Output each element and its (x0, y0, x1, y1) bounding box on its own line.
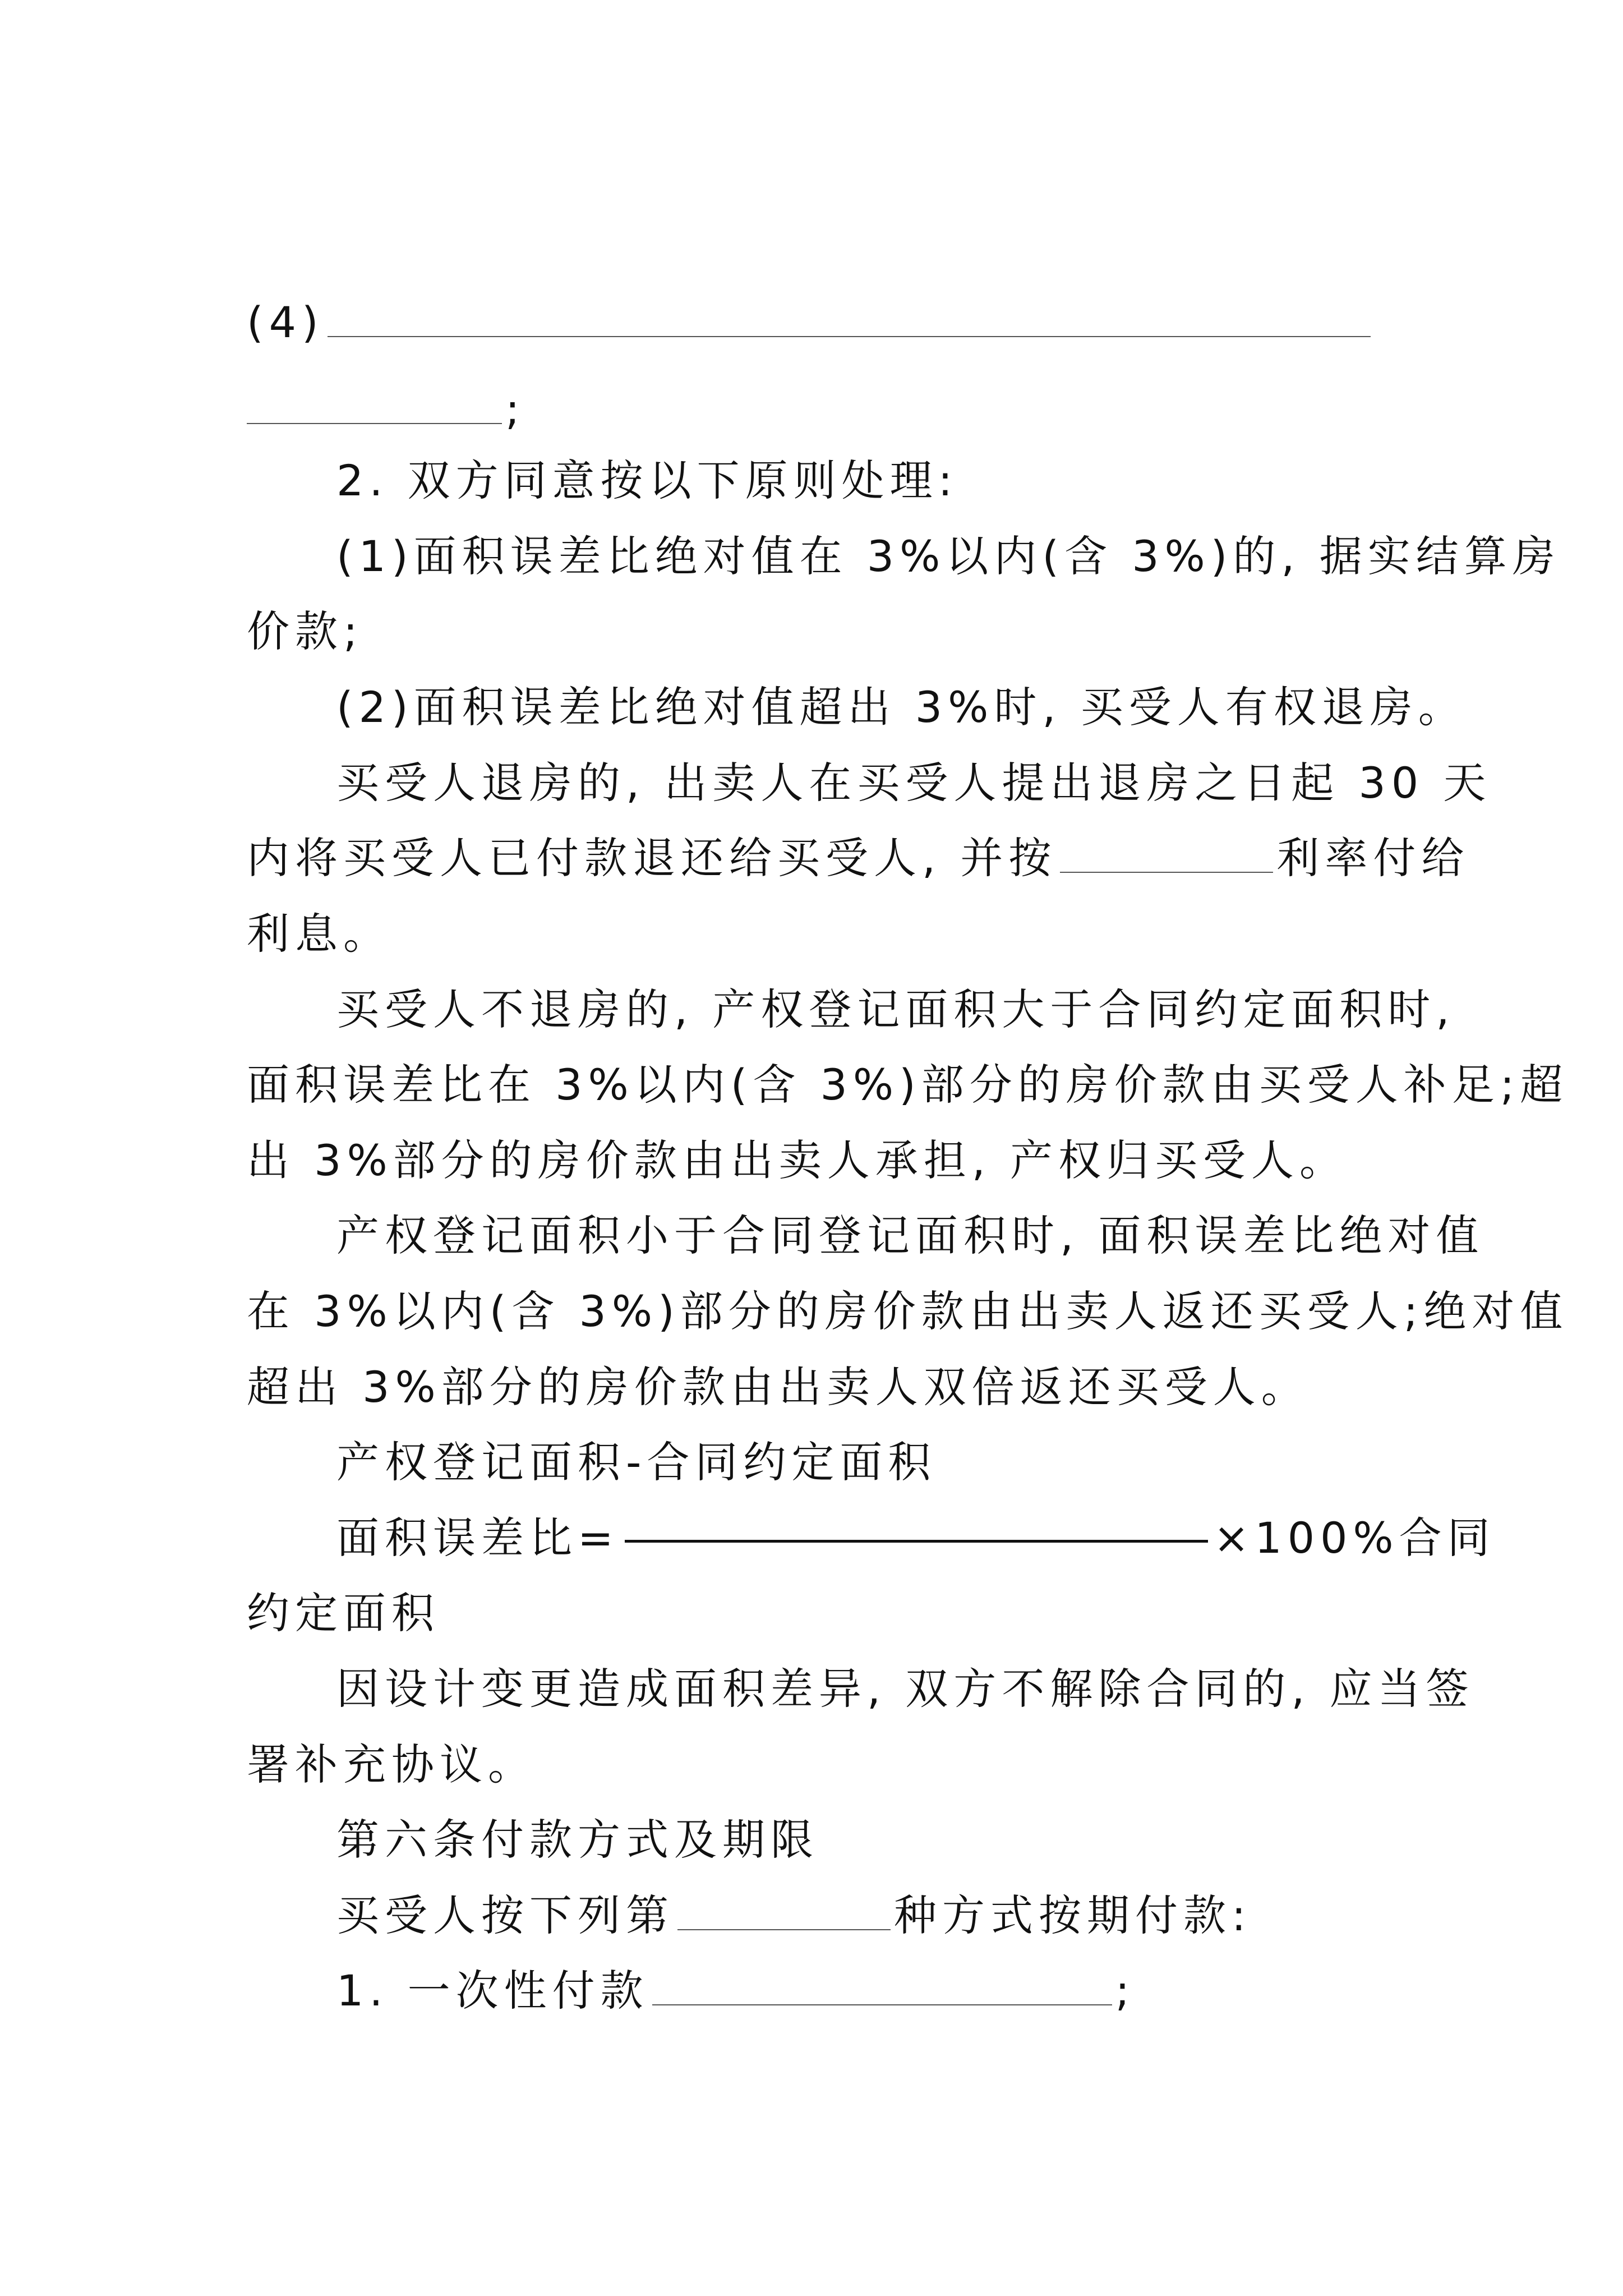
formula-lhs: 面积误差比= (336, 1513, 619, 1563)
article6-title: 第六条付款方式及期限 (336, 1815, 819, 1865)
interest-rate-blank[interactable] (1060, 832, 1273, 873)
payment-method-line (336, 1882, 1252, 1949)
fraction-bar (625, 1540, 1208, 1543)
rule1-line1: (1)面积误差比绝对值在 3%以内(含 3%)的, 据实结算房 (336, 531, 1561, 581)
smaller-line3: 超出 3%部分的房价款由出卖人双倍返还买受人。 (247, 1362, 1310, 1412)
lump-sum-label: 1. 一次性付款 (336, 1966, 649, 2016)
para2-title: 2. 双方同意按以下原则处理: (336, 455, 958, 505)
norefund-line2: 面积误差比在 3%以内(含 3%)部分的房价款由买受人补足;超 (247, 1060, 1569, 1110)
norefund-line3: 出 3%部分的房价款由出卖人承担, 产权归买受人。 (247, 1135, 1348, 1185)
formula-denominator: 约定面积 (247, 1588, 440, 1638)
refund-line1: 买受人退房的, 出卖人在买受人提出退房之日起 30 天 (336, 758, 1492, 808)
design-line2: 署补充协议。 (247, 1740, 536, 1789)
item4-continuation-line (247, 376, 525, 443)
lump-sum-blank[interactable] (652, 1965, 1112, 2005)
lump-sum-line (336, 1957, 1135, 2024)
lump-sum-end: ; (1115, 1966, 1136, 2016)
smaller-line2: 在 3%以内(含 3%)部分的房价款由出卖人返还买受人;绝对值 (247, 1286, 1569, 1336)
item4-line (247, 289, 1374, 356)
item4-label: (4) (247, 297, 324, 347)
payment-start: 买受人按下列第 (336, 1890, 674, 1940)
payment-end: 种方式按期付款: (894, 1890, 1252, 1940)
smaller-line1: 产权登记面积小于合同登记面积时, 面积误差比绝对值 (336, 1211, 1484, 1260)
norefund-line1: 买受人不退房的, 产权登记面积大于合同约定面积时, (336, 984, 1455, 1034)
rule1-line2: 价款; (247, 606, 363, 656)
refund-line3: 利息。 (247, 909, 391, 959)
item4-continuation-blank[interactable] (247, 384, 502, 424)
refund-line2 (247, 825, 1469, 892)
rule2-line: (2)面积误差比绝对值超出 3%时, 买受人有权退房。 (336, 682, 1467, 732)
refund-line2-end: 利率付给 (1276, 833, 1470, 883)
formula-rhs: ×100%合同 (1213, 1513, 1496, 1563)
design-line1: 因设计变更造成面积差异, 双方不解除合同的, 应当签 (336, 1664, 1474, 1714)
item4-end: ; (505, 384, 525, 434)
formula-line (336, 1504, 1496, 1572)
payment-method-blank[interactable] (677, 1890, 891, 1930)
item4-blank[interactable] (328, 297, 1371, 337)
formula-numerator: 产权登记面积-合同约定面积 (336, 1437, 937, 1487)
refund-line2-start: 内将买受人已付款退还给买受人, 并按 (247, 833, 1057, 883)
